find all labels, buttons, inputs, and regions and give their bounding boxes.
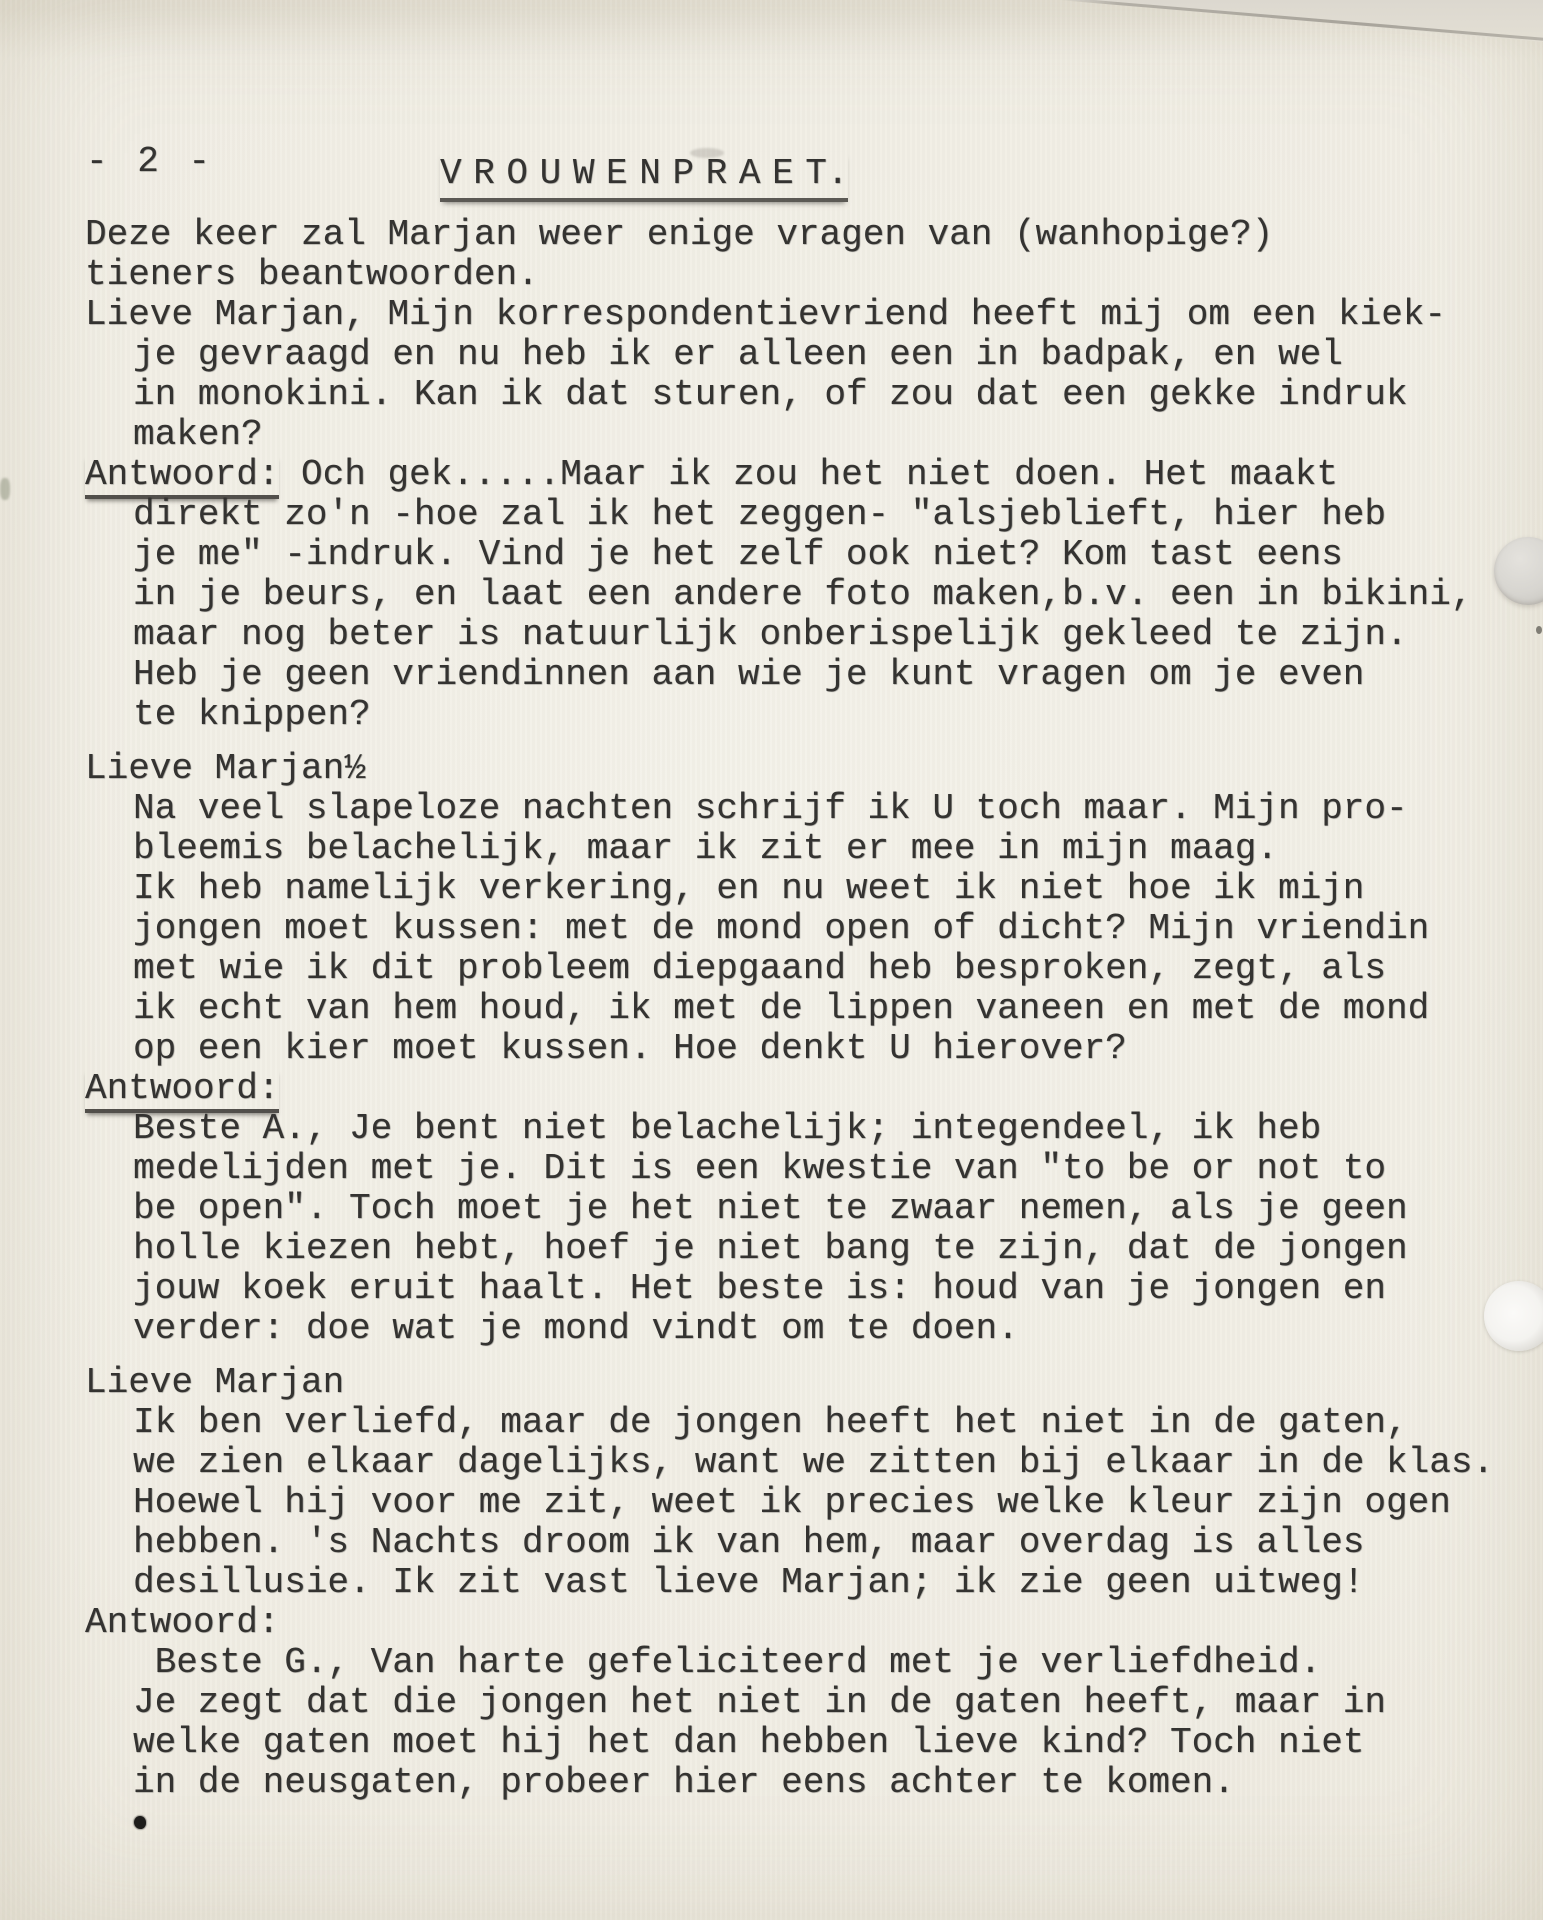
- underlined-label: Antwoord:: [85, 1069, 279, 1113]
- text-line: [85, 1069, 1543, 1109]
- text-line: in de neusgaten, probeer hier eens achter te komen.: [133, 1762, 1235, 1803]
- text-line: Ik ben verliefd, maar de jongen heeft het niet in de gaten,: [133, 1402, 1408, 1443]
- text-line: Hoewel hij voor me zit, weet ik precies welke kleur zijn ogen: [133, 1482, 1451, 1523]
- text-line: we zien elkaar dagelijks, want we zitten bij elkaar in de klas.: [133, 1442, 1495, 1483]
- page-number: - 2 -: [86, 141, 215, 182]
- text-line: in je beurs, en laat een andere foto maken,b.v. een in bikini,: [133, 574, 1473, 615]
- text-line: in monokini. Kan ik dat sturen, of zou dat een gekke indruk: [133, 374, 1408, 415]
- text-line: welke gaten moet hij het dan hebben lieve kind? Toch niet: [133, 1722, 1365, 1763]
- ink-dot: [134, 1816, 146, 1829]
- text-line: te knippen?: [133, 694, 371, 735]
- ink-speck: [1536, 626, 1542, 634]
- text-line: je gevraagd en nu heb ik er alleen een in badpak, en wel: [133, 334, 1343, 375]
- text-line: bleemis belachelijk, maar ik zit er mee in mijn maag.: [133, 828, 1278, 869]
- text-line: maar nog beter is natuurlijk onberispelijk gekleed te zijn.: [133, 614, 1408, 655]
- text-line: holle kiezen hebt, hoef je niet bang te zijn, dat de jongen: [133, 1228, 1408, 1269]
- text-line: tieners beantwoorden.: [85, 254, 539, 295]
- text-line: Ik heb namelijk verkering, en nu weet ik niet hoe ik mijn: [133, 868, 1365, 909]
- text-line: verder: doe wat je mond vindt om te doen.: [133, 1308, 1019, 1349]
- text-line: jouw koek eruit haalt. Het beste is: houd van je jongen en: [133, 1268, 1387, 1309]
- text-line: Lieve Marjan½: [85, 748, 366, 789]
- text-line: Heb je geen vriendinnen aan wie je kunt vragen om je even: [133, 654, 1365, 695]
- text-line: ik echt van hem houd, ik met de lippen vaneen en met de mond: [133, 988, 1430, 1029]
- smudge-mark: [690, 148, 724, 158]
- text-line: be open". Toch moet je het niet te zwaar nemen, als je geen: [133, 1188, 1408, 1229]
- text-line: op een kier moet kussen. Hoe denkt U hierover?: [133, 1028, 1127, 1069]
- smudge-mark-left: [0, 478, 10, 500]
- text-line: hebben. 's Nachts droom ik van hem, maar overdag is alles: [133, 1522, 1365, 1563]
- text-line: jongen moet kussen: met de mond open of dicht? Mijn vriendin: [133, 908, 1430, 949]
- text-line: Lieve Marjan, Mijn korrespondentievriend heeft mij om een kiek-: [85, 294, 1447, 335]
- text-line: je me" -indruk. Vind je het zelf ook niet? Kom tast eens: [133, 534, 1343, 575]
- text-line: Na veel slapeloze nachten schrijf ik U toch maar. Mijn pro-: [133, 788, 1408, 829]
- text-line: Deze keer zal Marjan weer enige vragen van (wanhopige?): [85, 214, 1274, 255]
- text-line: Je zegt dat die jongen het niet in de gaten heeft, maar in: [133, 1682, 1387, 1723]
- text-line: met wie ik dit probleem diepgaand heb besproken, zegt, als: [133, 948, 1387, 989]
- text-line: medelijden met je. Dit is een kwestie van "to be or not to: [133, 1148, 1387, 1189]
- text-line: Antwoord: Och gek.....Maar ik zou het niet doen. Het maakt: [85, 455, 1543, 495]
- text-block: [0, 215, 1543, 1803]
- text-line: Lieve Marjan: [85, 1362, 345, 1403]
- text-line: Antwoord:: [85, 1602, 280, 1643]
- text-line: desillusie. Ik zit vast lieve Marjan; ik zie geen uitweg!: [133, 1562, 1365, 1603]
- text-line: Beste G., Van harte gefeliciteerd met je verliefdheid.: [133, 1642, 1322, 1683]
- text-line: Beste A., Je bent niet belachelijk; integendeel, ik heb: [133, 1108, 1322, 1149]
- page-title: V R O U W E N P R A E T.: [440, 152, 848, 202]
- underlined-label: Antwoord:: [85, 455, 279, 499]
- text-line: direkt zo'n -hoe zal ik het zeggen- "alsjeblieft, hier heb: [133, 494, 1387, 535]
- text-line: maken?: [133, 414, 263, 455]
